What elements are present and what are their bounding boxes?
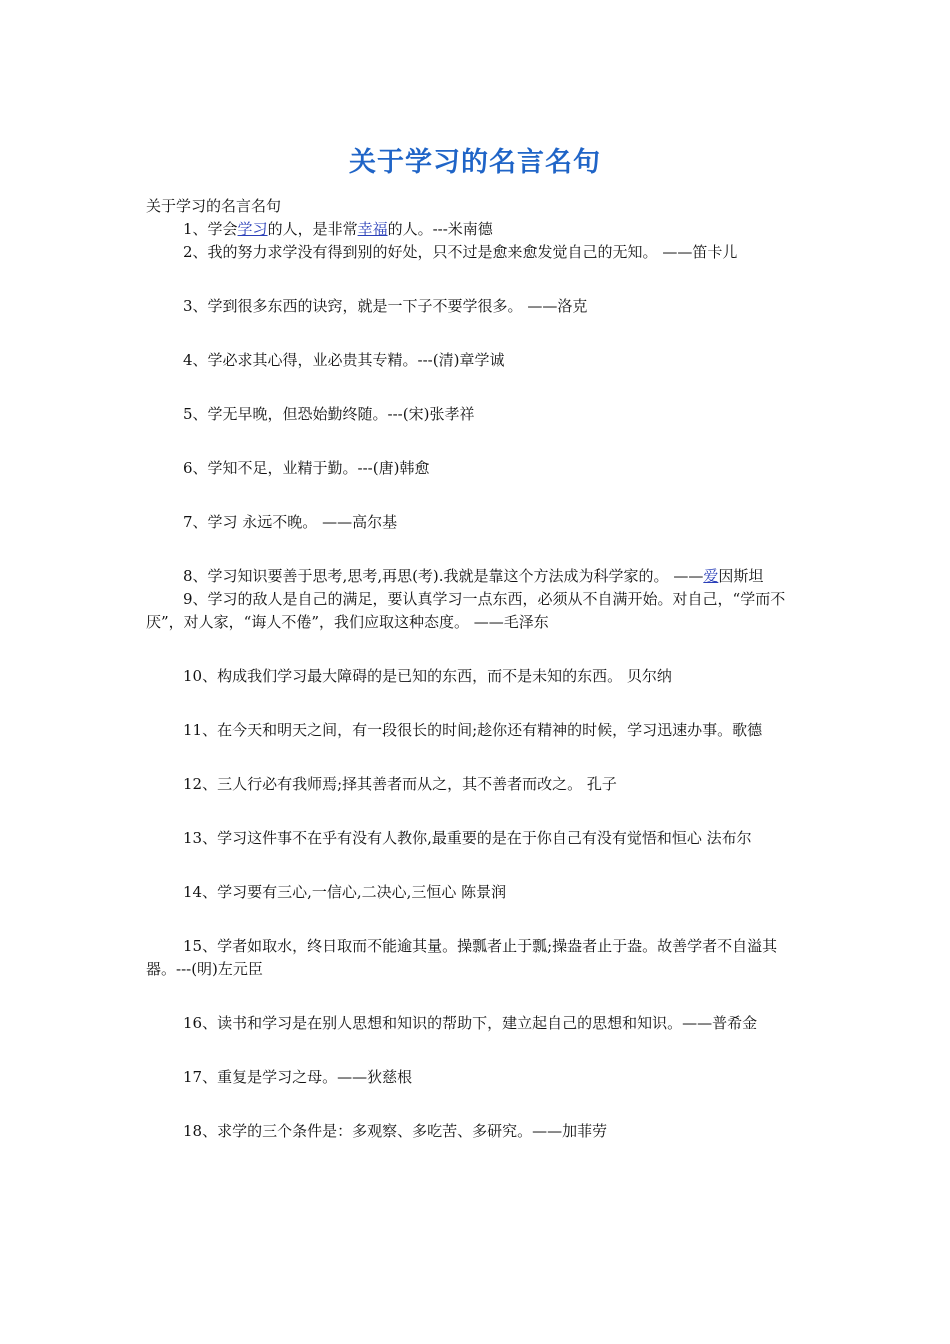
quote-8-text-end: 因斯坦 <box>718 567 764 585</box>
quote-13: 13、学习这件事不在乎有没有人教你,最重要的是在于你自己有没有觉悟和恒心 法布尔 <box>183 829 752 847</box>
quote-2: 2、我的努力求学没有得到别的好处，只不过是愈来愈发觉自己的无知。 ——笛卡儿 <box>183 243 738 261</box>
quote-1-text-end: 的人。---米南德 <box>387 220 493 238</box>
quote-15: 15、学者如取水，终日取而不能逾其量。操瓢者止于瓢;操盎者止于盎。故善学者不自溢其器。---(明)左元臣 <box>146 937 778 978</box>
quote-7: 7、学习 永远不晚。 ——高尔基 <box>183 513 398 531</box>
quote-14: 14、学习要有三心,一信心,二决心,三恒心 陈景润 <box>183 883 507 901</box>
quote-5: 5、学无早晚，但恐始勤终随。---(宋)张孝祥 <box>183 405 475 423</box>
quote-11: 11、在今天和明天之间，有一段很长的时间;趁你还有精神的时候，学习迅速办事。歌德 <box>183 721 763 739</box>
link-study[interactable]: 学习 <box>237 220 268 238</box>
document-body <box>146 195 810 1143</box>
quote-8-text-start: 8、学习知识要善于思考,思考,再思(考).我就是靠这个方法成为科学家的。 —— <box>183 567 704 585</box>
quote-1 <box>146 218 810 241</box>
quote-16: 16、读书和学习是在别人思想和知识的帮助下，建立起自己的思想和知识。——普希金 <box>183 1014 758 1032</box>
quote-18: 18、求学的三个条件是：多观察、多吃苦、多研究。——加菲劳 <box>183 1122 608 1140</box>
quote-12: 12、三人行必有我师焉;择其善者而从之，其不善者而改之。 孔子 <box>183 775 617 793</box>
page-title: 关于学习的名言名句 <box>349 147 601 178</box>
quote-8 <box>146 565 810 588</box>
quote-1-text-start: 1、学会 <box>183 220 238 238</box>
quote-9: 9、学习的敌人是自己的满足，要认真学习一点东西，必须从不自满开始。对自己，“学而不厌”，对人家，“诲人不倦”，我们应取这种态度。 ——毛泽东 <box>146 590 786 631</box>
quote-17: 17、重复是学习之母。——狄慈根 <box>183 1068 413 1086</box>
link-happiness[interactable]: 幸福 <box>357 220 388 238</box>
quote-10: 10、构成我们学习最大障碍的是已知的东西，而不是未知的东西。 贝尔纳 <box>183 667 672 685</box>
quote-1-text-middle: 的人，是非常 <box>267 220 358 238</box>
quote-3: 3、学到很多东西的诀窍，就是一下子不要学很多。 ——洛克 <box>183 297 588 315</box>
quote-6: 6、学知不足，业精于勤。---(唐)韩愈 <box>183 459 430 477</box>
document-subtitle: 关于学习的名言名句 <box>146 197 282 215</box>
link-love[interactable]: 爱 <box>703 567 719 585</box>
quote-4: 4、学必求其心得，业必贵其专精。---(清)章学诚 <box>183 351 505 369</box>
